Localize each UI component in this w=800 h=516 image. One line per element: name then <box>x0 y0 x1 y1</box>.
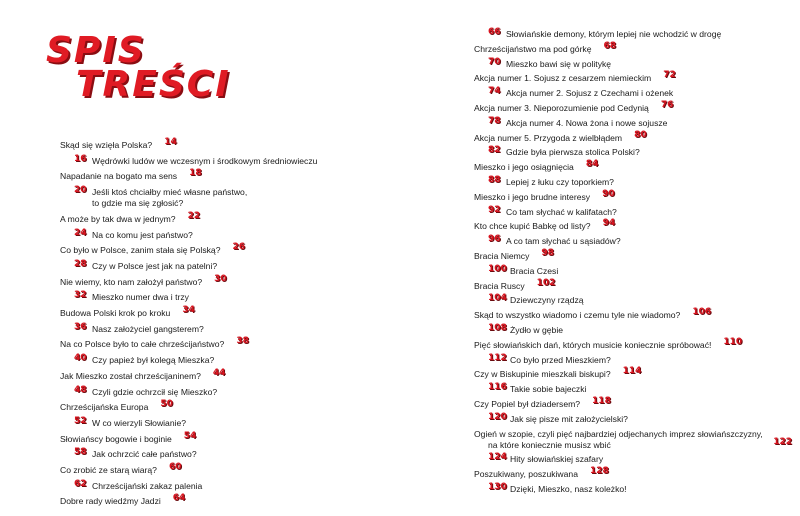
toc-entry-title: Akcja numer 3. Nieporozumienie pod Cedynią <box>474 103 649 113</box>
title-line-2: TREŚCI <box>76 64 231 105</box>
toc-page-number: 112 <box>488 352 507 363</box>
toc-entry-title: Hity słowiańskiej szafary <box>510 454 604 465</box>
toc-page-number: 98 <box>541 248 554 258</box>
toc-entry-title: Skąd to wszystko wiadomo i czemu tyle nie wiadomo? <box>474 310 681 321</box>
toc-page-number: 58 <box>74 447 87 458</box>
toc-entry-title: Napadanie na bogato ma sens <box>60 171 178 182</box>
toc-entry-title: Mieszko bawi się w politykę <box>506 58 612 69</box>
toc-page-number: 108 <box>488 323 507 333</box>
toc-entry-title: Na co Polsce było to całe chrześcijaństwo? <box>60 339 225 350</box>
toc-page-number: 78 <box>488 115 501 126</box>
toc-entry-title-cont: to gdzie ma się zgłosić? <box>92 198 184 209</box>
toc-entry-title: Chrześcijańska Europa <box>60 402 149 413</box>
toc-entry-title: Dzięki, Mieszko, nasz koleżko! <box>510 484 627 494</box>
toc-entry-title: Kto chce kupić Babkę od listy? <box>474 221 591 232</box>
toc-page-number: 38 <box>236 336 249 347</box>
toc-page-number: 54 <box>183 430 197 441</box>
toc-entry-title: Lepiej z łuku czy toporkiem? <box>506 177 614 187</box>
toc-entry-title: Wędrówki ludów we wczesnym i środkowym średniowieczu <box>92 155 318 166</box>
toc-entry-title: Gdzie była pierwsza stolica Polski? <box>506 147 640 158</box>
toc-entry-title: Dobre rady wiedźmy Jadzi <box>60 496 161 507</box>
toc-entry-title: Czy w Biskupinie mieszkali biskupi? <box>474 369 611 380</box>
toc-page-number: 82 <box>488 145 501 156</box>
toc-entry-title: A co tam słychać u sąsiadów? <box>506 236 621 247</box>
toc-page-number: 32 <box>74 290 87 301</box>
toc-page-number: 106 <box>692 307 712 318</box>
toc-page-number: 60 <box>168 462 182 472</box>
toc-page-number: 84 <box>585 159 599 170</box>
toc-entry-title: Dziewczyny rządzą <box>510 295 584 306</box>
toc-page-number: 14 <box>164 137 177 147</box>
toc-page-number: 110 <box>723 336 743 347</box>
toc-entry-title: Takie sobie bajeczki <box>510 384 587 395</box>
toc-entry-title: Bracia Czesi <box>510 265 559 276</box>
toc-entry-title: Mieszko i jego brudne interesy <box>474 191 591 202</box>
toc-page-number: 34 <box>182 305 195 315</box>
toc-entry-title: Pięć słowiańskich dań, których musicie koniecznie spróbować! <box>474 339 712 350</box>
toc-page-number: 104 <box>488 293 507 304</box>
toc-entry-title: Na co komu jest państwo? <box>92 229 193 240</box>
toc-page-number: 18 <box>189 168 202 179</box>
toc-entry-title: Słowiańskie demony, którym lepiej nie wchodzić w drogę <box>506 29 722 39</box>
toc-page-number: 124 <box>488 452 507 463</box>
toc-page-number: 76 <box>660 100 674 110</box>
toc-entry-title: Jak się pisze mit założycielski? <box>510 413 628 424</box>
toc-entry-title: Akcja numer 2. Sojusz z Czechami i ożenek <box>506 88 674 99</box>
toc-entry-title: Czy w Polsce jest jak na patelni? <box>92 260 218 271</box>
toc-entry-title: Co było przed Mieszkiem? <box>510 354 611 365</box>
toc-entry-title: Chrześcijański zakaz palenia <box>92 480 203 491</box>
toc-page-number: 16 <box>74 153 87 164</box>
toc-entry-title: Budowa Polski krok po kroku <box>60 308 171 318</box>
toc-page-number: 52 <box>74 415 87 426</box>
toc-entry-title: Ogień w szopie, czyli pięć najbardziej odjechanych imprez słowiańszczyzny, <box>474 428 763 439</box>
toc-entry-title: Żydło w gębie <box>510 325 564 335</box>
toc-entry-title: Skąd się wzięła Polska? <box>60 140 153 150</box>
toc-entry-title: Chrześcijaństwo ma pod górkę <box>474 43 592 54</box>
toc-page-number: 64 <box>172 493 186 504</box>
toc-entry-title-cont: na które koniecznie musisz wbić <box>488 439 611 450</box>
toc-entry-title: A może by tak dwa w jednym? <box>60 213 176 224</box>
toc-page-number: 62 <box>74 478 87 489</box>
toc-page-number: 72 <box>663 70 676 81</box>
toc-page-number: 68 <box>603 40 617 51</box>
toc-entry-title: Czy Popiel był dziadersem? <box>474 399 581 409</box>
toc-page-number: 102 <box>536 277 556 288</box>
toc-page-number: 70 <box>488 56 501 67</box>
toc-page-number: 100 <box>488 263 507 274</box>
toc-entry-title: Akcja numer 4. Nowa żona i nowe sojusze <box>506 117 668 128</box>
toc-entry-title: Bracia Niemcy <box>474 251 530 261</box>
toc-entry-title: Słowiańscy bogowie i boginie <box>60 433 172 444</box>
toc-page-number: 88 <box>488 175 501 185</box>
toc-page-number: 24 <box>74 227 87 238</box>
toc-entry-title: Co zrobić ze starą wiarą? <box>60 465 157 475</box>
toc-entry-title: Co tam słychać w kalifatach? <box>506 206 617 217</box>
toc-page-number: 128 <box>589 466 609 477</box>
toc-entry-title: W co wierzyli Słowianie? <box>92 417 187 428</box>
toc-entry-title: Jak ochrzcić całe państwo? <box>92 449 197 460</box>
toc-entry-title: Nasz założyciel gangsterem? <box>92 323 204 334</box>
toc-page-number: 44 <box>212 367 226 378</box>
toc-entry-title: Czyli gdzie ochrzcił się Mieszko? <box>92 386 218 397</box>
toc-page-number: 80 <box>634 129 647 140</box>
toc-page-number: 50 <box>160 399 173 410</box>
toc-page-number: 96 <box>488 234 501 245</box>
toc-page-number: 118 <box>592 396 611 406</box>
toc-page-number: 114 <box>622 366 642 377</box>
toc-page-number: 48 <box>74 384 87 395</box>
toc-entry-title: Co było w Polsce, zanim stała się Polską? <box>60 245 221 256</box>
toc-page-number: 92 <box>488 204 501 215</box>
toc-page-number: 66 <box>488 27 501 37</box>
toc-page-number: 36 <box>74 321 87 332</box>
toc-entry-title: Jak Mieszko został chrześcijaninem? <box>60 370 201 381</box>
toc-page-number: 20 <box>74 185 87 196</box>
toc-page-number: 22 <box>187 210 201 221</box>
toc-entry-title: Nie wiemy, kto nam założył państwo? <box>60 276 203 287</box>
toc-page-number: 26 <box>232 242 246 253</box>
toc-entry-title: Akcja numer 5. Przygoda z wielbłądem <box>474 132 623 143</box>
toc-entry-title: Bracia Ruscy <box>474 280 525 291</box>
toc-page-number: 120 <box>488 411 507 422</box>
title-line-1: SPIS <box>46 30 146 71</box>
toc-entry-title: Jeśli ktoś chciałby mieć własne państwo, <box>92 187 248 198</box>
toc-page-number: 28 <box>74 258 87 269</box>
toc-page-number: 116 <box>488 382 507 393</box>
toc-page-number: 30 <box>214 273 227 284</box>
toc-page-number: 74 <box>488 86 501 97</box>
toc-entry-title: Mieszko numer dwa i trzy <box>92 292 189 303</box>
toc-page-number: 40 <box>74 353 87 364</box>
toc-page-number: 90 <box>602 188 615 199</box>
toc-entry-title: Akcja numer 1. Sojusz z cesarzem niemieckim <box>474 73 652 84</box>
toc-page-number: 94 <box>602 218 616 229</box>
toc-page-number: 130 <box>488 482 507 492</box>
toc-page-number: 122 <box>773 436 792 447</box>
toc-entry-title: Mieszko i jego osiągnięcia <box>474 162 574 173</box>
toc-entry-title: Czy papież był kolegą Mieszka? <box>92 355 215 366</box>
toc-entry-title: Poszukiwany, poszukiwana <box>474 469 578 480</box>
